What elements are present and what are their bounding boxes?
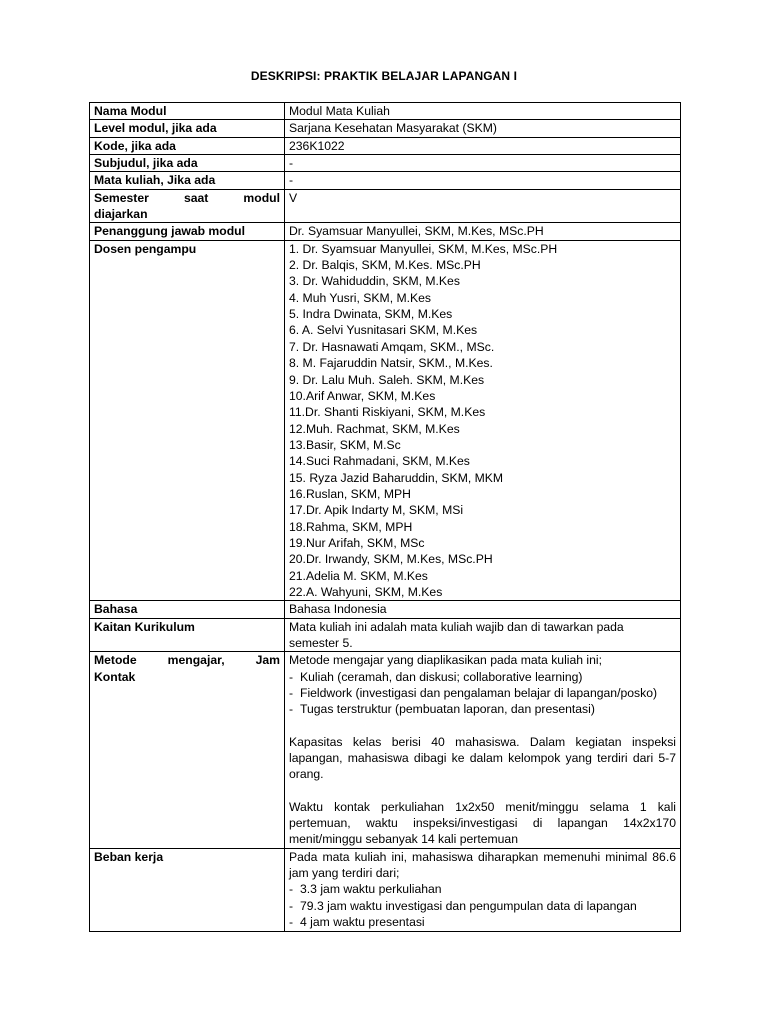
row-value: Mata kuliah ini adalah mata kuliah wajib dan di tawarkan pada semester 5. <box>285 618 681 652</box>
list-item: 20.Dr. Irwandy, SKM, M.Kes, MSc.PH <box>289 552 493 567</box>
label-line: diajarkan <box>94 207 148 222</box>
table-row <box>90 137 681 154</box>
module-description-table <box>89 102 681 932</box>
paragraph: Waktu kontak perkuliahan 1x2x50 menit/minggu selama 1 kali pertemuan, waktu inspeksi/investigasi di lapangan 14x2x170 menit/minggu sebanyak 14 kali pertemuan <box>289 799 676 847</box>
label-line: Kontak <box>94 669 136 684</box>
table-row <box>90 618 681 652</box>
list-item: 21.Adelia M. SKM, M.Kes <box>289 568 428 583</box>
row-value: Dr. Syamsuar Manyullei, SKM, M.Kes, MSc.PH <box>285 223 681 240</box>
workload-list <box>289 881 676 930</box>
table-row <box>90 652 681 848</box>
list-item: 13.Basir, SKM, M.Sc <box>289 437 401 452</box>
list-item: - Tugas terstruktur (pembuatan laporan, dan presentasi) <box>289 701 676 717</box>
list-item: 10.Arif Anwar, SKM, M.Kes <box>289 388 436 403</box>
list-item: - Fieldwork (investigasi dan pengalaman belajar di lapangan/posko) <box>289 685 676 701</box>
row-label: Bahasa <box>90 601 285 618</box>
paragraph: Pada mata kuliah ini, mahasiswa diharapkan memenuhi minimal 86.6 jam yang terdiri dari; <box>289 849 676 881</box>
list-item: - Kuliah (ceramah, dan diskusi; collaborative learning) <box>289 669 676 685</box>
table-row <box>90 601 681 618</box>
list-item: 14.Suci Rahmadani, SKM, M.Kes <box>289 454 470 469</box>
lecturer-list <box>289 241 676 601</box>
table-row <box>90 223 681 240</box>
row-value: Bahasa Indonesia <box>285 601 681 618</box>
label-line: Metode mengajar, Jam <box>94 653 280 668</box>
list-item: - 4 jam waktu presentasi <box>289 914 676 930</box>
list-item: 9. Dr. Lalu Muh. Saleh. SKM, M.Kes <box>289 372 485 387</box>
list-item: 17.Dr. Apik Indarty M, SKM, MSi <box>289 503 464 518</box>
row-label: Kode, jika ada <box>90 137 285 154</box>
row-label <box>90 189 285 223</box>
list-item: 2. Dr. Balqis, SKM, M.Kes. MSc.PH <box>289 258 481 273</box>
row-label: Dosen pengampu <box>90 240 285 601</box>
list-item: 18.Rahma, SKM, MPH <box>289 519 413 534</box>
row-label: Nama Modul <box>90 103 285 120</box>
table-row <box>90 848 681 931</box>
method-list <box>289 669 676 718</box>
workload-cell <box>285 848 681 931</box>
row-value: - <box>285 172 681 189</box>
row-label <box>90 652 285 848</box>
list-item: 7. Dr. Hasnawati Amqam, SKM., MSc. <box>289 339 495 354</box>
table-row <box>90 103 681 120</box>
row-label: Penanggung jawab modul <box>90 223 285 240</box>
list-item: 4. Muh Yusri, SKM, M.Kes <box>289 290 432 305</box>
paragraph: Metode mengajar yang diaplikasikan pada mata kuliah ini; <box>289 653 603 668</box>
row-value: Modul Mata Kuliah <box>285 103 681 120</box>
list-item: 6. A. Selvi Yusnitasari SKM, M.Kes <box>289 323 478 338</box>
row-label: Mata kuliah, Jika ada <box>90 172 285 189</box>
lecturer-list-cell <box>285 240 681 601</box>
table-row <box>90 120 681 137</box>
table-row <box>90 155 681 172</box>
table-row <box>90 172 681 189</box>
list-item: - 79.3 jam waktu investigasi dan pengumpulan data di lapangan <box>289 898 676 914</box>
list-item: 16.Ruslan, SKM, MPH <box>289 486 411 501</box>
row-value: 236K1022 <box>285 137 681 154</box>
list-item: 8. M. Fajaruddin Natsir, SKM., M.Kes. <box>289 356 493 371</box>
list-item: 1. Dr. Syamsuar Manyullei, SKM, M.Kes, MSc.PH <box>289 241 558 256</box>
row-value: Sarjana Kesehatan Masyarakat (SKM) <box>285 120 681 137</box>
list-item: 12.Muh. Rachmat, SKM, M.Kes <box>289 421 460 436</box>
document-title: DESKRIPSI: PRAKTIK BELAJAR LAPANGAN I <box>250 69 518 83</box>
row-value: V <box>285 189 681 223</box>
list-item: 3. Dr. Wahiduddin, SKM, M.Kes <box>289 274 460 289</box>
row-label: Kaitan Kurikulum <box>90 618 285 652</box>
teaching-method-cell <box>285 652 681 848</box>
table-row <box>90 240 681 601</box>
list-item: 22.A. Wahyuni, SKM, M.Kes <box>289 584 443 599</box>
list-item: 11.Dr. Shanti Riskiyani, SKM, M.Kes <box>289 405 486 420</box>
row-value: - <box>285 155 681 172</box>
row-label: Level modul, jika ada <box>90 120 285 137</box>
list-item: 5. Indra Dwinata, SKM, M.Kes <box>289 307 453 322</box>
label-line: Semester saat modul <box>94 190 280 205</box>
list-item: 19.Nur Arifah, SKM, MSc <box>289 535 425 550</box>
row-label: Beban kerja <box>90 848 285 931</box>
paragraph: Kapasitas kelas berisi 40 mahasiswa. Dalam kegiatan inspeksi lapangan, mahasiswa dibagi ke dalam kelompok yang terdiri dari 5-7 orang. <box>289 734 676 782</box>
table-row <box>90 189 681 223</box>
list-item: - 3.3 jam waktu perkuliahan <box>289 881 676 897</box>
list-item: 15. Ryza Jazid Baharuddin, SKM, MKM <box>289 470 504 485</box>
row-label: Subjudul, jika ada <box>90 155 285 172</box>
